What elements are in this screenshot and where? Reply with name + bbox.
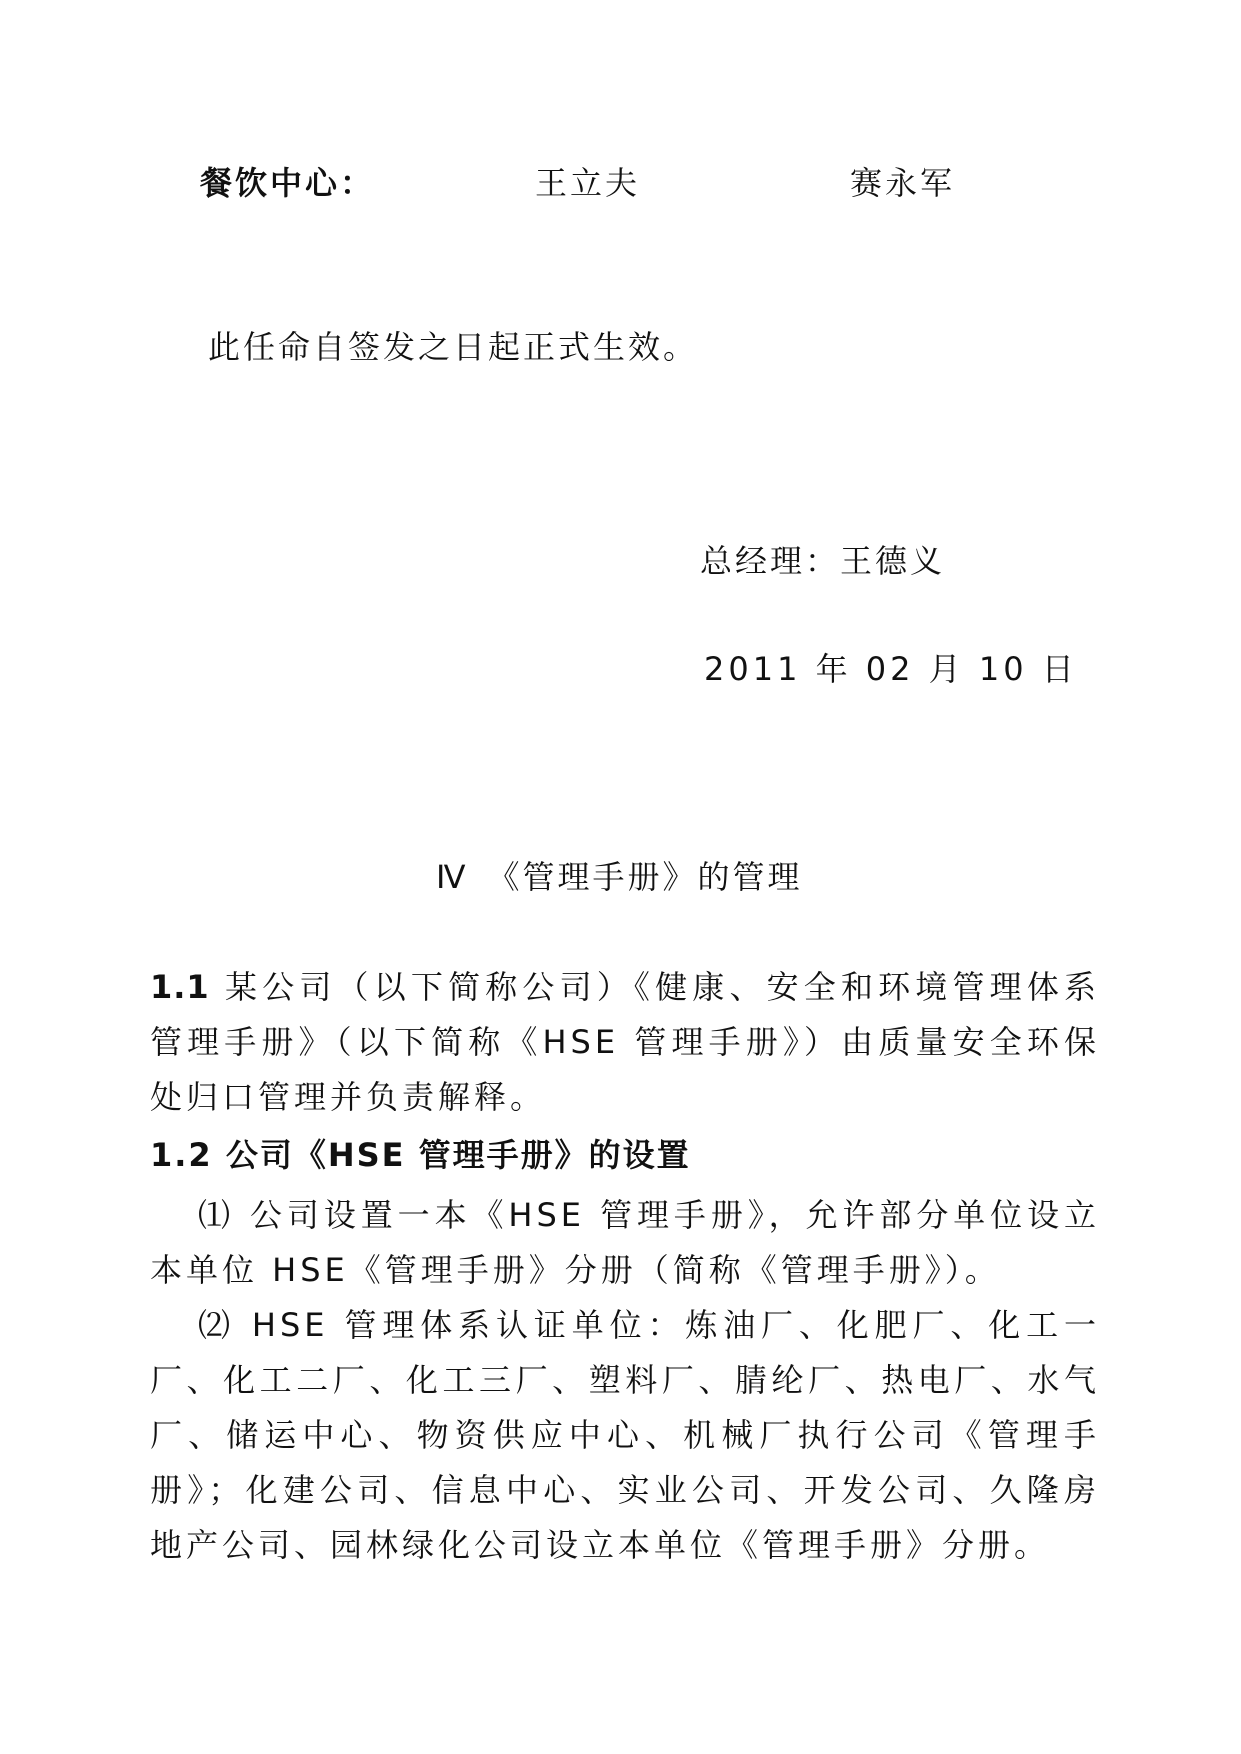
paragraph-1-1 — [150, 960, 1100, 1125]
section-title: Ⅳ 《管理手册》的管理 — [436, 858, 803, 896]
signature-date: 2011 年 02 月 10 日 — [704, 650, 1078, 688]
list-item: ⑵ HSE 管理体系认证单位：炼油厂、化肥厂、化工一厂、化工二厂、化工三厂、塑料厂、腈纶厂、热电厂、水气厂、储运中心、物资供应中心、机械厂执行公司《管理手册》；化建公司、信息中心、实业公司、开发公司、久隆房地产公司、园林绿化公司设立本单位《管理手册》分册。 — [150, 1306, 1100, 1564]
subsection-heading: 1.2 公司《HSE 管理手册》的设置 — [150, 1136, 691, 1174]
appointee-name-1: 王立夫 — [535, 164, 641, 202]
effective-statement: 此任命自签发之日起正式生效。 — [208, 328, 699, 366]
paragraph-number: 1.1 — [150, 968, 210, 1006]
general-manager-signature: 总经理：王德义 — [700, 542, 946, 580]
paragraph-text: 某公司（以下简称公司）《健康、安全和环境管理体系管理手册》（以下简称《HSE 管理手册》）由质量安全环保处归口管理并负责解释。 — [150, 968, 1100, 1116]
department-label: 餐饮中心： — [200, 164, 376, 202]
list-item: ⑴ 公司设置一本《HSE 管理手册》，允许部分单位设立本单位 HSE《管理手册》分册（简称《管理手册》）。 — [150, 1196, 1100, 1289]
appointee-name-2: 赛永军 — [850, 164, 956, 202]
